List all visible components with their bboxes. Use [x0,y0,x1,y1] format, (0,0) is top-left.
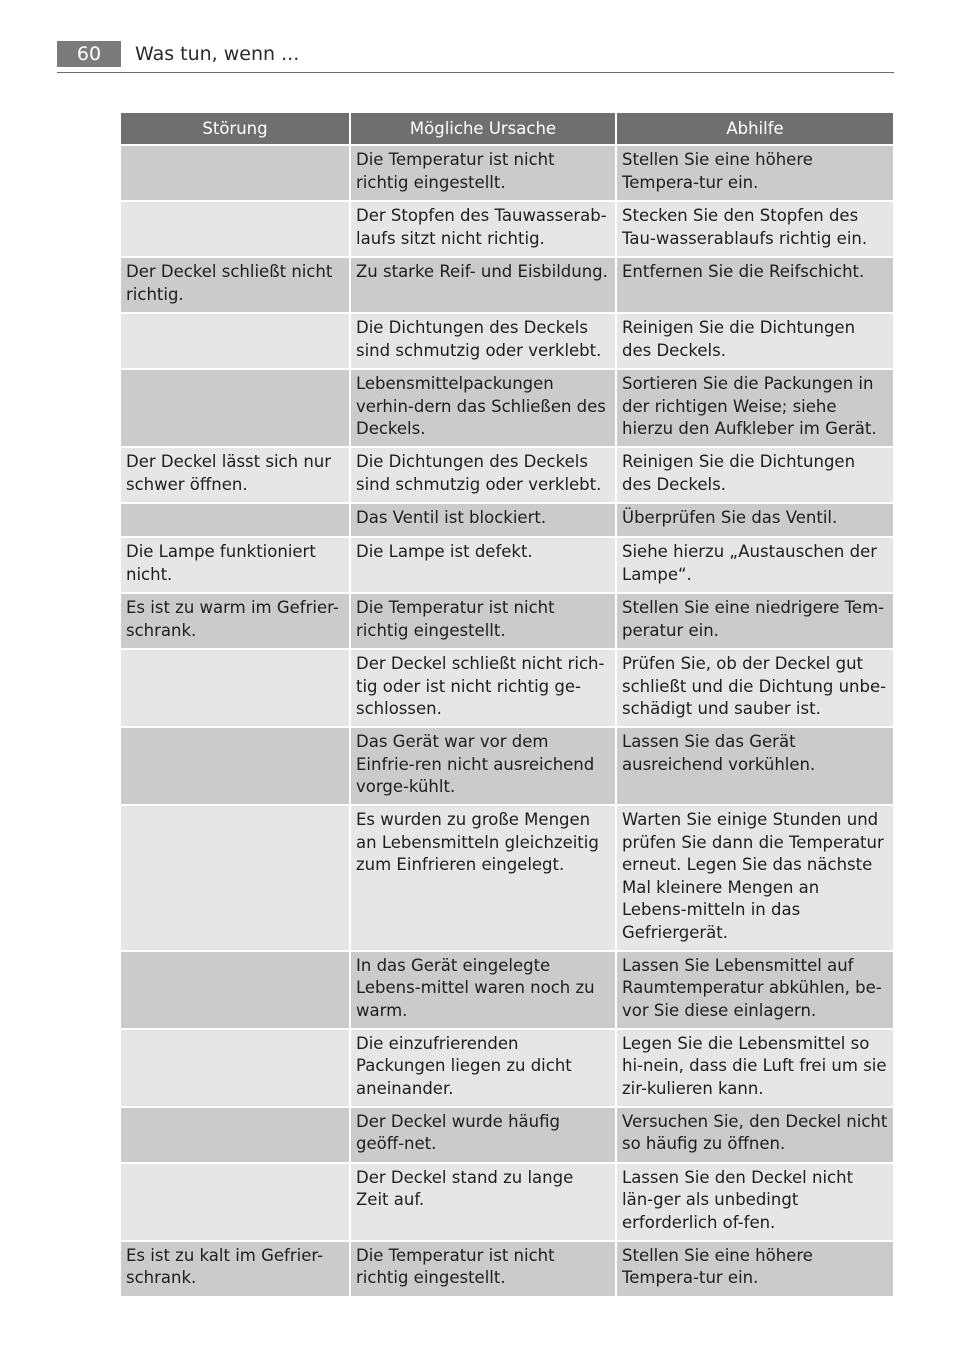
cell-problem [121,728,349,804]
table-row [121,594,893,648]
column-header-remedy: Abhilfe [617,113,893,144]
cell-cause: Der Stopfen des Tauwasserab-laufs sitzt nicht richtig. [351,202,615,256]
cell-cause: Es wurden zu große Mengen an Lebensmitteln gleichzeitig zum Einfrieren eingelegt. [351,806,615,950]
cell-remedy: Prüfen Sie, ob der Deckel gut schließt und die Dichtung unbe-schädigt und sauber ist. [617,650,893,726]
page-number: 60 [57,41,121,67]
cell-cause: Die Dichtungen des Deckels sind schmutzig oder verklebt. [351,448,615,502]
cell-cause: Lebensmittelpackungen verhin-dern das Schließen des Deckels. [351,370,615,446]
cell-problem: Es ist zu kalt im Gefrier-schrank. [121,1242,349,1296]
table-row [121,370,893,446]
table-row [121,728,893,804]
cell-cause: Die einzufrierenden Packungen liegen zu dicht aneinander. [351,1030,615,1106]
cell-cause: Das Gerät war vor dem Einfrie-ren nicht ausreichend vorge-kühlt. [351,728,615,804]
table-row [121,202,893,256]
cell-cause: Die Temperatur ist nicht richtig eingestellt. [351,1242,615,1296]
cell-cause: Die Temperatur ist nicht richtig eingestellt. [351,146,615,200]
cell-cause: Der Deckel schließt nicht rich-tig oder ist nicht richtig ge-schlossen. [351,650,615,726]
cell-problem [121,1030,349,1106]
table-row [121,1242,893,1296]
cell-problem [121,806,349,950]
cell-cause: Die Temperatur ist nicht richtig eingestellt. [351,594,615,648]
cell-remedy: Stellen Sie eine höhere Tempera-tur ein. [617,146,893,200]
cell-remedy: Legen Sie die Lebensmittel so hi-nein, dass die Luft frei um sie zir-kulieren kann. [617,1030,893,1106]
cell-problem: Der Deckel lässt sich nur schwer öffnen. [121,448,349,502]
cell-remedy: Reinigen Sie die Dichtungen des Deckels. [617,314,893,368]
table-row [121,538,893,592]
cell-cause: Der Deckel stand zu lange Zeit auf. [351,1164,615,1240]
cell-problem [121,1164,349,1240]
cell-cause: Zu starke Reif- und Eisbildung. [351,258,615,312]
cell-remedy: Siehe hierzu „Austauschen der Lampe“. [617,538,893,592]
table-row [121,1164,893,1240]
cell-cause: Das Ventil ist blockiert. [351,504,615,536]
cell-remedy: Reinigen Sie die Dichtungen des Deckels. [617,448,893,502]
cell-remedy: Überprüfen Sie das Ventil. [617,504,893,536]
table-row [121,258,893,312]
cell-problem [121,146,349,200]
cell-cause: Die Lampe ist defekt. [351,538,615,592]
table-header-row [121,113,893,144]
table-body [121,146,893,1296]
cell-problem [121,650,349,726]
column-header-cause: Mögliche Ursache [351,113,615,144]
cell-remedy: Warten Sie einige Stunden und prüfen Sie dann die Temperatur erneut. Legen Sie das nächste Mal kleinere Mengen an Lebens-mitteln in das Gefriergerät. [617,806,893,950]
cell-problem [121,952,349,1028]
cell-problem [121,370,349,446]
table-row [121,146,893,200]
troubleshooting-table [119,111,895,1298]
table-row [121,1030,893,1106]
cell-cause: Die Dichtungen des Deckels sind schmutzig oder verklebt. [351,314,615,368]
section-title: Was tun, wenn ... [135,43,300,65]
cell-remedy: Lassen Sie Lebensmittel auf Raumtemperatur abkühlen, be-vor Sie diese einlagern. [617,952,893,1028]
cell-problem: Es ist zu warm im Gefrier-schrank. [121,594,349,648]
table-row [121,952,893,1028]
cell-cause: Der Deckel wurde häufig geöff-net. [351,1108,615,1162]
table-row [121,650,893,726]
table-row [121,504,893,536]
cell-remedy: Lassen Sie den Deckel nicht län-ger als unbedingt erforderlich of-fen. [617,1164,893,1240]
cell-problem [121,202,349,256]
table-row [121,806,893,950]
page-header [57,40,894,73]
table-row [121,448,893,502]
cell-problem [121,1108,349,1162]
cell-problem [121,314,349,368]
column-header-problem: Störung [121,113,349,144]
cell-remedy: Stecken Sie den Stopfen des Tau-wasserablaufs richtig ein. [617,202,893,256]
cell-remedy: Stellen Sie eine niedrigere Tem-peratur ein. [617,594,893,648]
cell-problem: Die Lampe funktioniert nicht. [121,538,349,592]
cell-remedy: Versuchen Sie, den Deckel nicht so häufig zu öffnen. [617,1108,893,1162]
cell-problem [121,504,349,536]
cell-remedy: Lassen Sie das Gerät ausreichend vorkühlen. [617,728,893,804]
table-row [121,314,893,368]
cell-remedy: Sortieren Sie die Packungen in der richtigen Weise; siehe hierzu den Aufkleber im Gerät. [617,370,893,446]
cell-cause: In das Gerät eingelegte Lebens-mittel waren noch zu warm. [351,952,615,1028]
cell-remedy: Entfernen Sie die Reifschicht. [617,258,893,312]
cell-problem: Der Deckel schließt nicht richtig. [121,258,349,312]
table-row [121,1108,893,1162]
cell-remedy: Stellen Sie eine höhere Tempera-tur ein. [617,1242,893,1296]
